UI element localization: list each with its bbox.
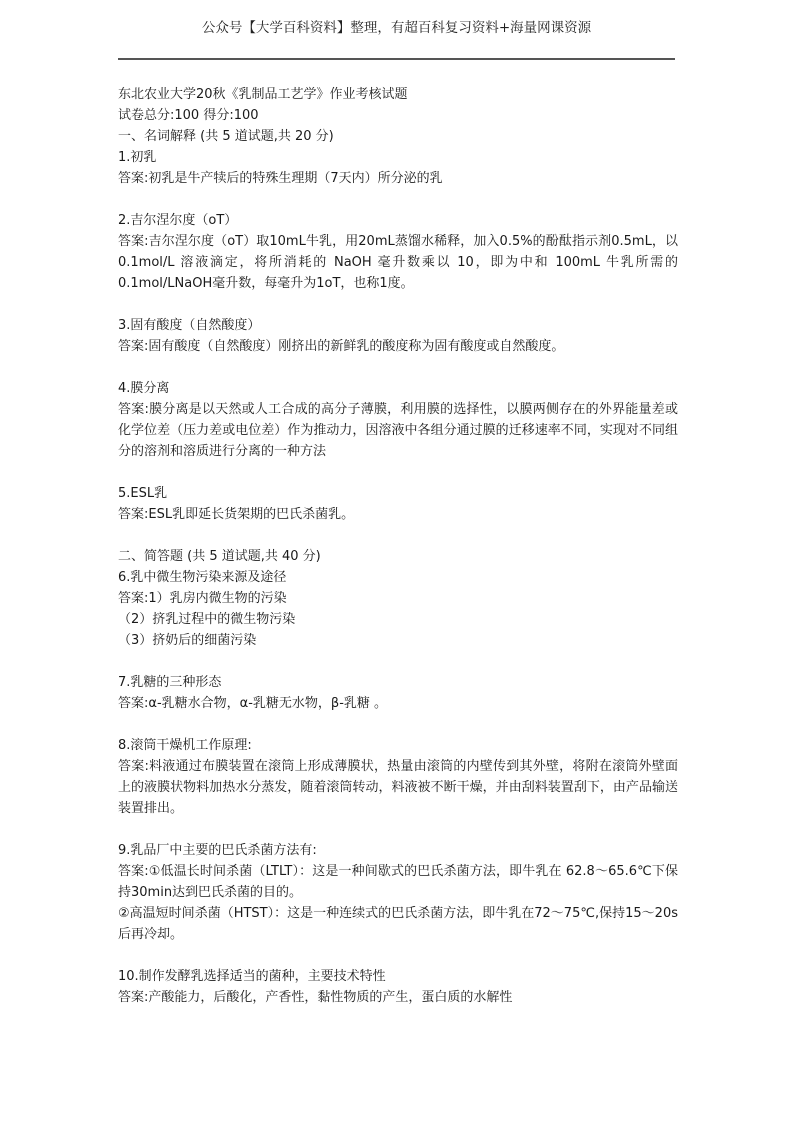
question-title: 4.膜分离 <box>118 381 170 396</box>
score-line: 试卷总分:100 得分:100 <box>118 108 259 123</box>
answer-text: 答案:固有酸度（自然酸度）刚挤出的新鲜乳的酸度称为固有酸度或自然酸度。 <box>118 339 565 354</box>
question-title: 2.吉尔涅尔度（oT） <box>118 213 238 228</box>
spacer <box>118 189 678 210</box>
spacer <box>118 357 678 378</box>
question-title: 10.制作发酵乳选择适当的菌种，主要技术特性 <box>118 969 386 984</box>
answer-text: 答案:初乳是牛产犊后的特殊生理期（7天内）所分泌的乳 <box>118 171 443 186</box>
question-title: 6.乳中微生物污染来源及途径 <box>118 570 287 585</box>
answer-text: 答案:产酸能力，后酸化，产香性，黏性物质的产生，蛋白质的水解性 <box>118 990 513 1005</box>
answer-text: 答案:α-乳糖水合物，α-乳糖无水物，β-乳糖 。 <box>118 696 388 711</box>
answer-text: 答案:吉尔涅尔度（oT）取10mL牛乳，用20mL蒸馏水稀释，加入0.5%的酚酞指示剂0.5mL，以 0.1mol/L 溶液滴定，将所消耗的 NaOH 毫升数乘以 10，即为中和 100mL 牛乳所需的0.1mol/LNaOH毫升数，每毫升为1oT，也称1度。 <box>118 234 678 291</box>
answer-text: 答案:膜分离是以天然或人工合成的高分子薄膜，利用膜的选择性，以膜两侧存在的外界能量差或化学位差（压力差或电位差）作为推动力，因溶液中各组分通过膜的迁移速率不同，实现对不同组分的溶剂和溶质进行分离的一种方法 <box>118 402 678 459</box>
answer-text: 答案:①低温长时间杀菌（LTLT）：这是一种间歇式的巴氏杀菌方法，即牛乳在 62.8～65.6℃下保持30min达到巴氏杀菌的目的。 <box>118 864 678 900</box>
document-body <box>118 84 678 1008</box>
answer-text: ②高温短时间杀菌（HTST）：这是一种连续式的巴氏杀菌方法，即牛乳在72～75℃,保持15～20s后再冷却。 <box>118 906 678 942</box>
spacer <box>118 651 678 672</box>
spacer <box>118 294 678 315</box>
spacer <box>118 945 678 966</box>
spacer <box>118 714 678 735</box>
spacer <box>118 525 678 546</box>
answer-text: （2）挤乳过程中的微生物污染 <box>118 612 296 627</box>
section-heading: 二、简答题 (共 5 道试题,共 40 分) <box>118 549 321 564</box>
document-title: 东北农业大学20秋《乳制品工艺学》作业考核试题 <box>118 87 408 102</box>
spacer <box>118 819 678 840</box>
answer-text: 答案:1）乳房内微生物的污染 <box>118 591 287 606</box>
question-title: 7.乳糖的三种形态 <box>118 675 222 690</box>
page-header: 公众号【大学百科资料】整理，有超百科复习资料+海量网课资源 <box>201 20 592 36</box>
question-title: 5.ESL乳 <box>118 486 168 501</box>
answer-text: 答案:ESL乳即延长货架期的巴氏杀菌乳。 <box>118 507 355 522</box>
answer-text: 答案:料液通过布膜装置在滚筒上形成薄膜状，热量由滚筒的内壁传到其外壁，将附在滚筒外壁面上的液膜状物料加热水分蒸发，随着滚筒转动，料液被不断干燥，并由刮料装置刮下，由产品输送装置排出。 <box>118 759 678 816</box>
spacer <box>118 462 678 483</box>
question-title: 8.滚筒干燥机工作原理: <box>118 738 252 753</box>
question-title: 9.乳品厂中主要的巴氏杀菌方法有: <box>118 843 317 858</box>
section-heading: 一、名词解释 (共 5 道试题,共 20 分) <box>118 129 334 144</box>
header-divider <box>118 58 675 60</box>
answer-text: （3）挤奶后的细菌污染 <box>118 633 257 648</box>
question-title: 1.初乳 <box>118 150 157 165</box>
question-title: 3.固有酸度（自然酸度） <box>118 318 261 333</box>
